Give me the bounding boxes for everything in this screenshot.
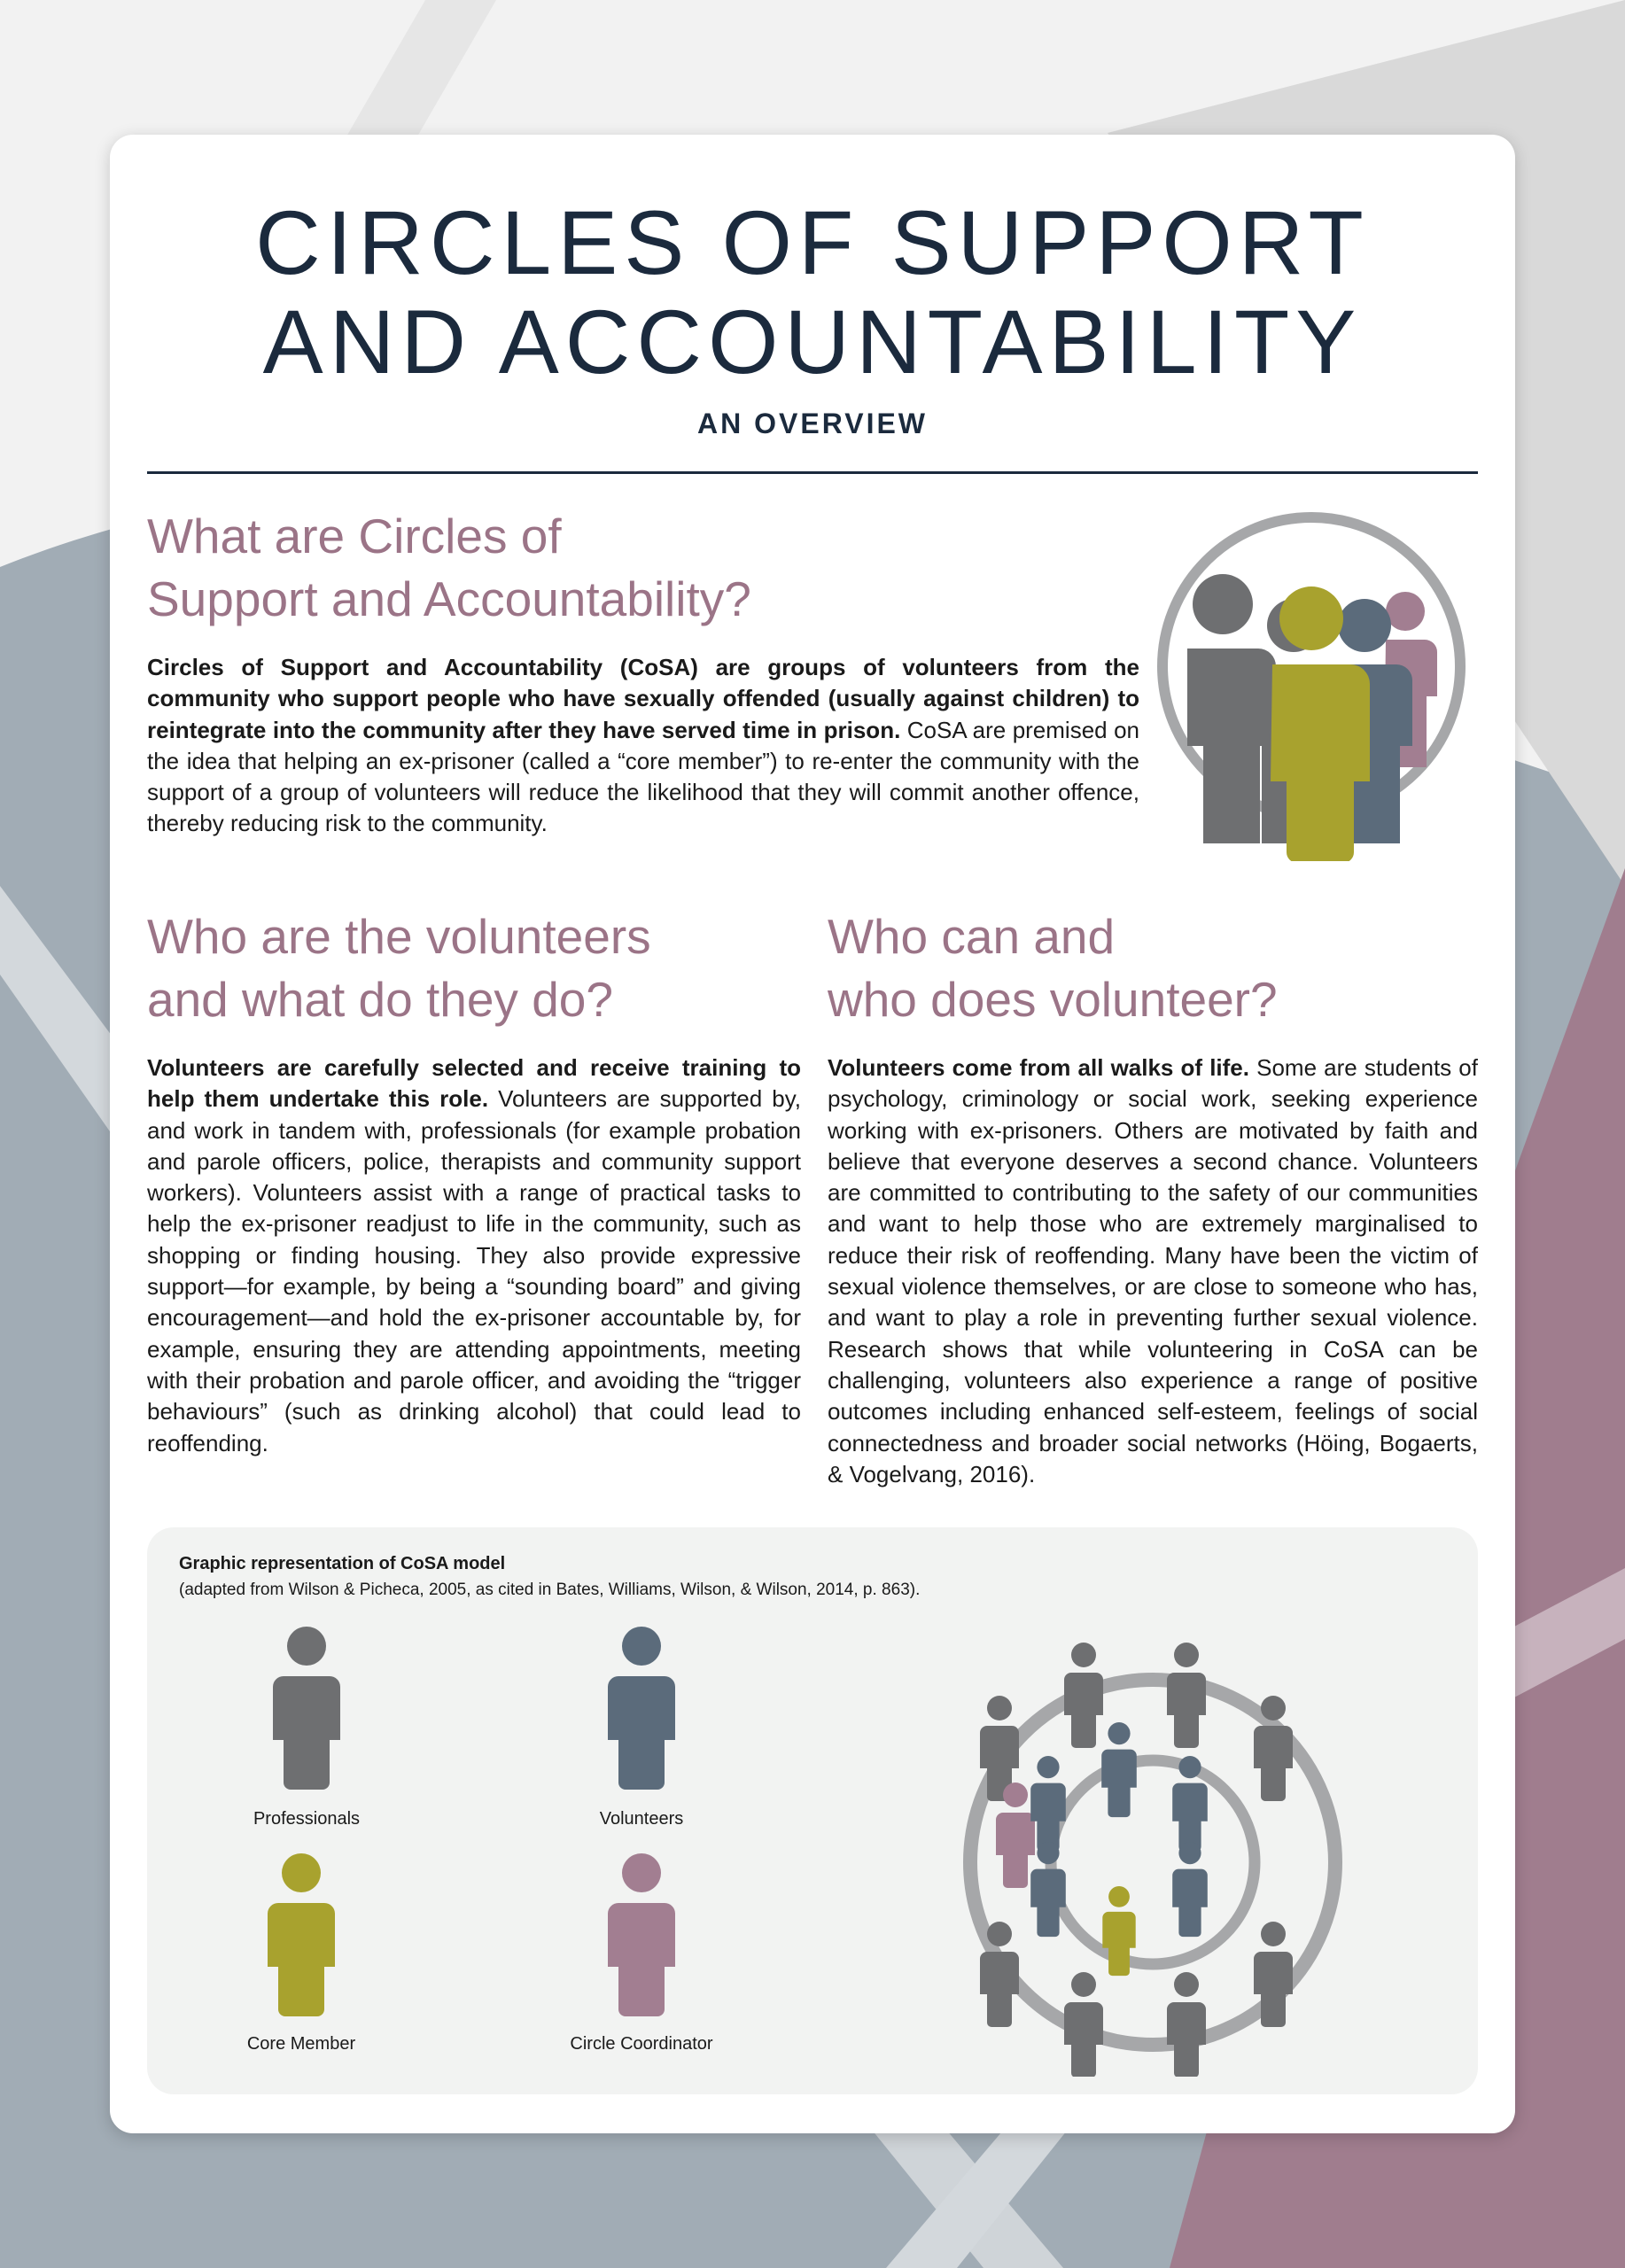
professional-person-icon xyxy=(271,1625,342,1793)
legend-label-professionals: Professionals xyxy=(253,1809,361,1829)
section-who-heading xyxy=(828,905,1466,1031)
section-what-paragraph xyxy=(147,652,1139,840)
model-citation: (adapted from Wilson & Picheca, 2005, as cited in Bates, Williams, Wilson, & Wilson, 2014, p. 863). xyxy=(179,1581,921,1599)
group-people-icon xyxy=(1155,507,1474,861)
professional-figure xyxy=(1167,1643,1206,1748)
professional-figure xyxy=(1167,1972,1206,2077)
legend-label-circle-coordinator: Circle Coordinator xyxy=(570,2034,713,2054)
section-who-heading-line-1: Who can and xyxy=(828,909,1116,964)
volunteer-figure xyxy=(1030,1756,1066,1851)
volunteer-person-icon xyxy=(606,1625,677,1793)
section-who-heading-line-2: who does volunteer? xyxy=(828,972,1278,1027)
section-what-bold-text: Circles of Support and Accountability (CoSA) are groups of volunteers from the community who support people who have sexually offended (usually against children) to reintegrate into the community after they have served time in prison. xyxy=(147,654,1139,743)
professional-figure xyxy=(1064,1643,1103,1748)
section-volunteers-heading-line-1: Who are the volunteers xyxy=(147,909,651,964)
model-title: Graphic representation of CoSA model xyxy=(179,1554,506,1573)
circle-coordinator-person-icon xyxy=(606,1852,677,2020)
cosa-model-panel xyxy=(147,1527,1478,2094)
section-volunteers-text: Volunteers are supported by, and work in tandem with, professionals (for example probation and parole officers, police, therapists and community support workers). Volunteers assist with a range of practical tasks to help the ex-prisoner readjust to life in the community, such as shopping or finding housing. They also provide expressive support—for example, by being a “sounding board” and giving encouragement—and hold the ex-prisoner accountable by, for example, ensuring they are attending appointments, meeting with their probation and parole officer, and avoiding the “trigger behaviours” (such as drinking alcohol) that could lead to reoffending. xyxy=(147,1085,801,1456)
page-subtitle: AN OVERVIEW xyxy=(697,408,928,439)
volunteer-figure xyxy=(1101,1722,1137,1817)
volunteer-figure xyxy=(1030,1842,1066,1937)
inner-ring xyxy=(1051,1760,1255,1964)
section-what-heading xyxy=(147,505,1122,631)
legend-label-volunteers: Volunteers xyxy=(599,1809,684,1829)
cosa-model-diagram xyxy=(945,1616,1370,2077)
section-who-bold-text: Volunteers come from all walks of life. xyxy=(828,1054,1249,1081)
professional-figure xyxy=(1064,1972,1103,2077)
section-who-text: Some are students of psychology, criminology or social work, seeking experience working with ex-prisoners. Others are motivated by faith and believe that everyone deserves a second chance. Volunteers are committed to contributing to the safety of our communities and want to help those who are extremely marginalised to reduce their risk of reoffending. Many have been the victim of sexual violence themselves, or are close to someone who has, and want to play a role in preventing further sexual violence. Research shows that while volunteering in CoSA can be challenging, volunteers also experience a range of positive outcomes including enhanced self-esteem, feelings of social connectedness and broader social networks (Höing, Bogaerts, & Vogelvang, 2016). xyxy=(828,1054,1478,1487)
legend-label-core-member: Core Member xyxy=(246,2034,356,2054)
title-line-1: CIRCLES OF SUPPORT xyxy=(255,192,1370,293)
title-line-2: AND ACCOUNTABILITY xyxy=(262,291,1363,392)
title-divider xyxy=(147,471,1478,474)
section-who-paragraph xyxy=(828,1052,1478,1490)
overview-card xyxy=(110,135,1515,2133)
section-what-heading-line-1: What are Circles of xyxy=(147,509,562,563)
section-what-text: CoSA are premised on the idea that helping an ex-prisoner (called a “core member”) to re-enter the community with the support of a group of volunteers will reduce the likelihood that they will commit another offence, thereby reducing risk to the community. xyxy=(147,716,1139,837)
section-volunteers-paragraph xyxy=(147,1052,801,1459)
section-volunteers-bold-text: Volunteers are carefully selected and receive training to help them undertake this role. xyxy=(147,1054,801,1113)
section-volunteers-heading xyxy=(147,905,785,1031)
volunteer-figure xyxy=(1172,1842,1208,1937)
section-volunteers-heading-line-2: and what do they do? xyxy=(147,972,613,1027)
page-title xyxy=(110,193,1515,392)
core-member-person-icon xyxy=(266,1852,337,2020)
section-what-heading-line-2: Support and Accountability? xyxy=(147,571,751,626)
